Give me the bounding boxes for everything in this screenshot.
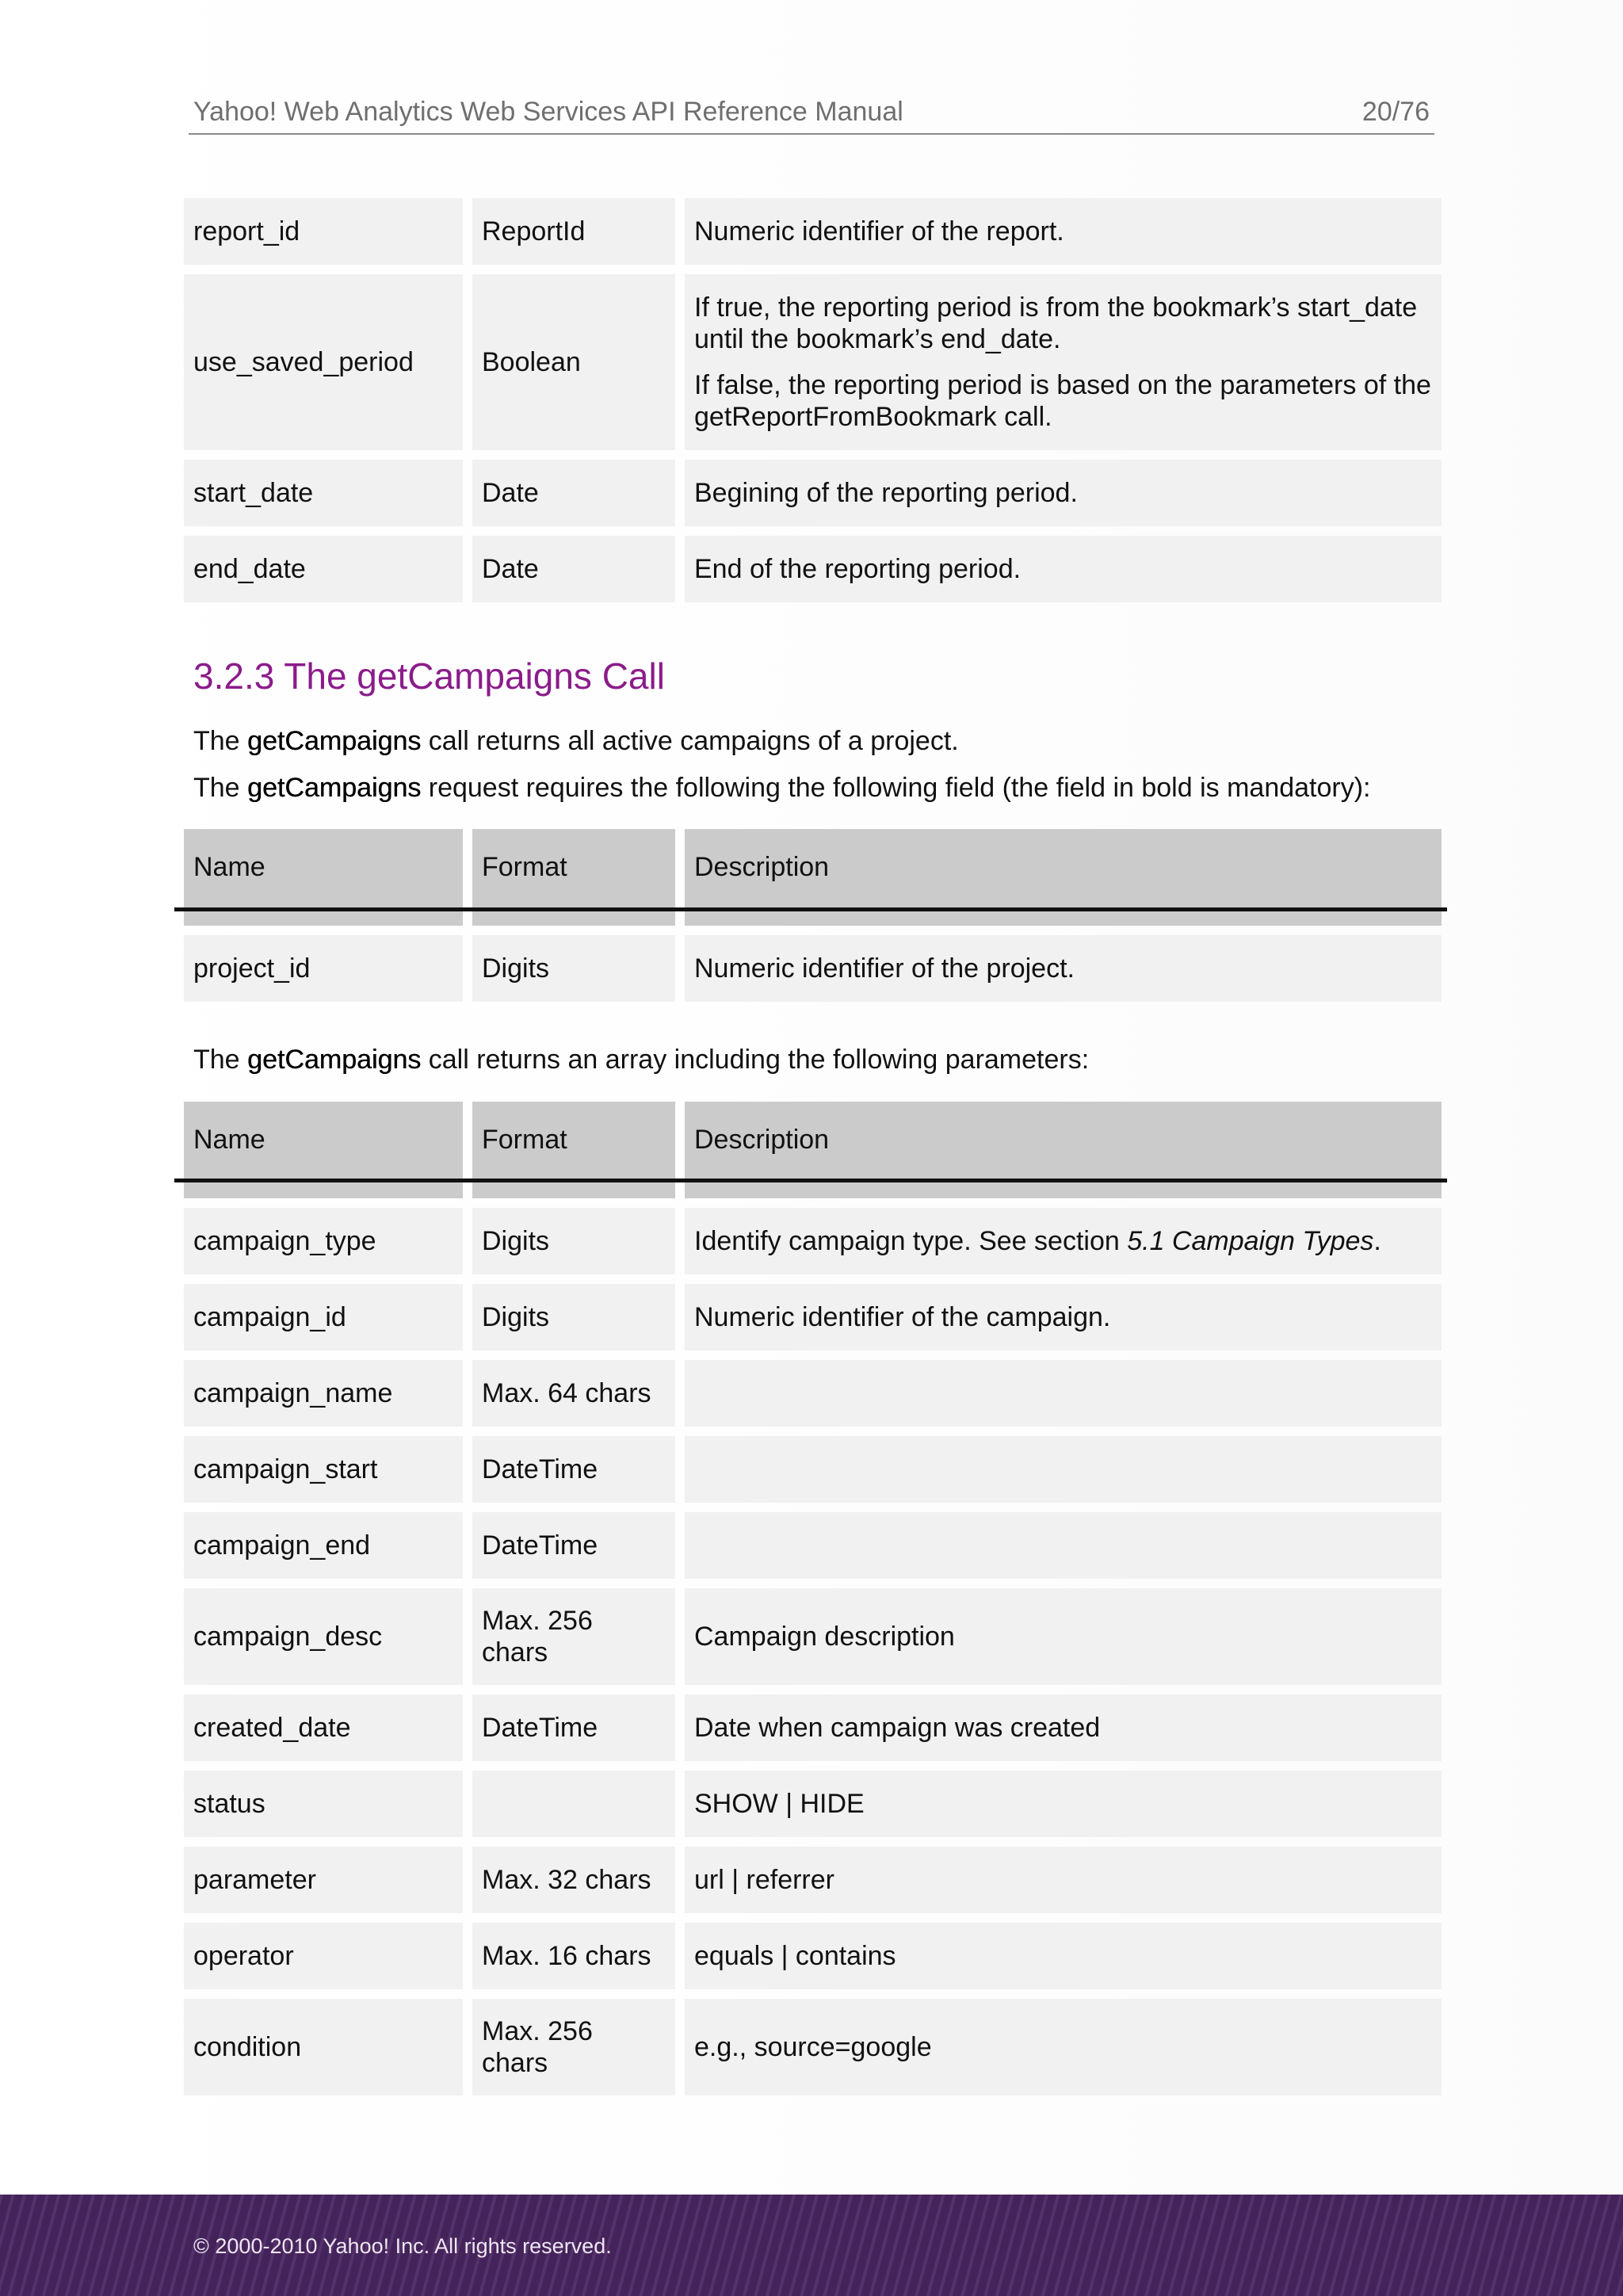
param-name: end_date — [184, 536, 463, 602]
table-row — [184, 1360, 1442, 1427]
param-description: url | referrer — [685, 1847, 1442, 1913]
param-description: If true, the reporting period is from the bookmark’s start_date until the bookmark’s end_date. If false, the reporting period is based on the parameters of the getReportFromBookmark call. — [685, 274, 1442, 450]
table-row — [184, 1208, 1442, 1274]
header-divider — [174, 1179, 1447, 1182]
param-format: Max. 256 chars — [472, 1588, 675, 1685]
param-description: equals | contains — [685, 1923, 1442, 1989]
param-format: Boolean — [472, 274, 675, 450]
request-paragraph: The getCampaigns request requires the following the following field (the field in bold is mandatory): — [193, 773, 1371, 803]
section-heading: 3.2.3 The getCampaigns Call — [193, 655, 665, 697]
table-header-row — [184, 1102, 1442, 1198]
param-description: Campaign description — [685, 1588, 1442, 1685]
header-name: Name — [184, 829, 463, 926]
table-row — [184, 1512, 1442, 1579]
param-format: Digits — [472, 935, 675, 1002]
param-format: DateTime — [472, 1436, 675, 1503]
page-number: 20/76 — [1361, 97, 1430, 127]
param-description — [685, 1436, 1442, 1503]
header-format: Format — [472, 1102, 675, 1198]
param-description: Numeric identifier of the campaign. — [685, 1284, 1442, 1350]
document-title: Yahoo! Web Analytics Web Services API Reference Manual — [193, 97, 903, 127]
intro-paragraph: The getCampaigns call returns all active campaigns of a project. — [193, 726, 959, 756]
param-format: ReportId — [472, 198, 675, 265]
param-name: project_id — [184, 935, 463, 1002]
header-divider — [174, 907, 1447, 911]
header-name: Name — [184, 1102, 463, 1198]
param-description: Numeric identifier of the project. — [685, 935, 1442, 1002]
table-row — [184, 1771, 1442, 1837]
param-name: parameter — [184, 1847, 463, 1913]
table-row — [184, 460, 1442, 526]
param-format: Max. 256 chars — [472, 1999, 675, 2095]
param-format: Digits — [472, 1208, 675, 1274]
param-description — [685, 1360, 1442, 1427]
table-row — [184, 1923, 1442, 1989]
param-format: Date — [472, 536, 675, 602]
param-format: Max. 16 chars — [472, 1923, 675, 1989]
param-description — [685, 1512, 1442, 1579]
table-row — [184, 536, 1442, 602]
param-name: campaign_name — [184, 1360, 463, 1427]
param-format: Digits — [472, 1284, 675, 1350]
param-description: e.g., source=google — [685, 1999, 1442, 2095]
table-row — [184, 1847, 1442, 1913]
param-description: Date when campaign was created — [685, 1694, 1442, 1761]
param-name: status — [184, 1771, 463, 1837]
page-footer — [0, 2195, 1623, 2296]
param-format: Date — [472, 460, 675, 526]
param-name: created_date — [184, 1694, 463, 1761]
param-name: campaign_desc — [184, 1588, 463, 1685]
table-row — [184, 1694, 1442, 1761]
param-name: campaign_end — [184, 1512, 463, 1579]
param-name: condition — [184, 1999, 463, 2095]
page-header — [189, 92, 1434, 135]
param-format: DateTime — [472, 1512, 675, 1579]
table-row — [184, 1436, 1442, 1503]
table-row — [184, 1284, 1442, 1350]
header-format: Format — [472, 829, 675, 926]
param-description: Identify campaign type. See section 5.1 Campaign Types. — [685, 1208, 1442, 1274]
param-name: campaign_start — [184, 1436, 463, 1503]
header-description: Description — [685, 829, 1442, 926]
param-format: Max. 64 chars — [472, 1360, 675, 1427]
section-reference: 5.1 Campaign Types — [1127, 1226, 1374, 1256]
param-description: SHOW | HIDE — [685, 1771, 1442, 1837]
param-format: DateTime — [472, 1694, 675, 1761]
param-format: Max. 32 chars — [472, 1847, 675, 1913]
table-row — [184, 198, 1442, 265]
param-description: Numeric identifier of the report. — [685, 198, 1442, 265]
response-fields-table — [174, 1092, 1451, 2105]
header-description: Description — [685, 1102, 1442, 1198]
param-name: operator — [184, 1923, 463, 1989]
table-row — [184, 274, 1442, 450]
param-name: use_saved_period — [184, 274, 463, 450]
param-name: campaign_type — [184, 1208, 463, 1274]
param-format — [472, 1771, 675, 1837]
param-description: End of the reporting period. — [685, 536, 1442, 602]
param-name: campaign_id — [184, 1284, 463, 1350]
table-row — [184, 1588, 1442, 1685]
bookmark-params-table — [174, 189, 1451, 612]
table-row — [184, 1999, 1442, 2095]
call-name: getCampaigns — [247, 1045, 422, 1075]
call-name: getCampaigns — [247, 726, 422, 756]
copyright-notice: © 2000-2010 Yahoo! Inc. All rights reserved. — [193, 2234, 612, 2258]
request-fields-table — [174, 819, 1451, 1011]
param-description: Begining of the reporting period. — [685, 460, 1442, 526]
response-paragraph: The getCampaigns call returns an array including the following parameters: — [193, 1045, 1090, 1075]
table-row — [184, 935, 1442, 1002]
param-name: start_date — [184, 460, 463, 526]
call-name: getCampaigns — [247, 773, 422, 803]
param-name: report_id — [184, 198, 463, 265]
